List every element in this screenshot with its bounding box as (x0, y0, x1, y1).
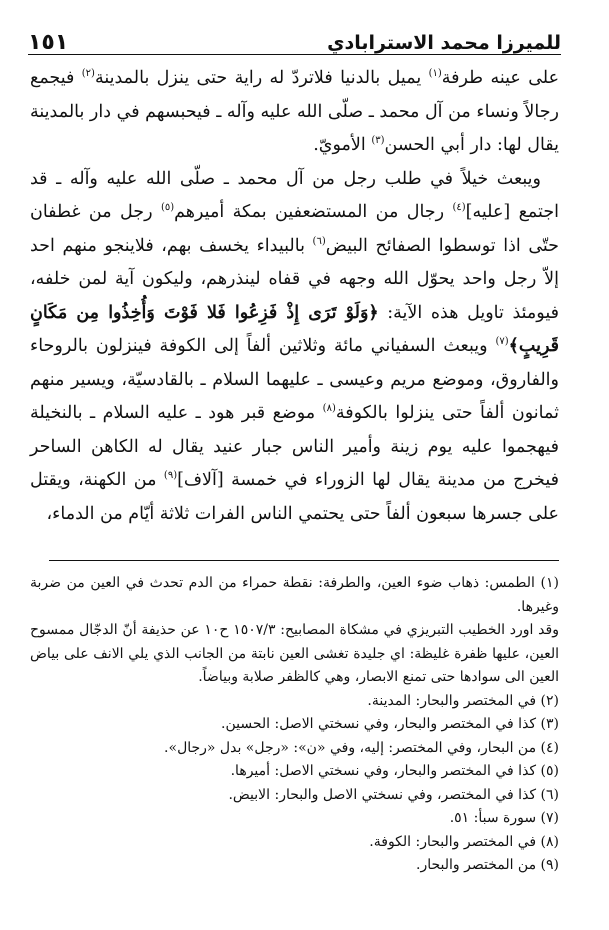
footnote-item: (٨) في المختصر والبحار: الكوفة. (369, 833, 559, 850)
page-header (28, 20, 561, 56)
footnotes (30, 572, 559, 878)
footnote-item: (١) الطمس: ذهاب ضوء العين، والطرفة: نقطة حمراء من الدم تحدث في العين من ضربة وغيرها. (30, 575, 559, 615)
running-head: للميرزا محمد الاسترابادي (327, 32, 561, 54)
text-run: موضع قبر هود ـ عليه السلام ـ بالنخيلة فيهجموا عليه يوم زينة وأمير الناس جبار عنيد يقال له الكاهن الساحر فيخرج من مدينة يقال لها الزوراء في خمسة [آلاف] (30, 403, 559, 490)
footnote-separator (49, 560, 559, 561)
footnote-marker: (٨) (322, 403, 336, 415)
footnote-item: (٣) كذا في المختصر والبحار، وفي نسختي الاصل: الحسين. (221, 716, 559, 732)
footnote-item: (٩) من المختصر والبحار. (416, 857, 559, 873)
footnote-marker: (٢) (81, 68, 95, 80)
paragraph (30, 62, 559, 163)
footnote-item: (٧) سورة سبأ: ٥١. (449, 810, 559, 826)
text-run: الأمويّ. (313, 135, 372, 155)
text-run: رجل من غطفان حتّى اذا توسطوا الصفائح البيض (30, 202, 560, 256)
footnote-item: (٢) في المختصر والبحار: المدينة. (367, 692, 559, 709)
page-number: ١٥١ (28, 30, 69, 55)
footnote-marker: (٣) (371, 135, 385, 147)
footnote-item: (٤) من البحار، وفي المختصر: إليه، وفي «ن»: «رجل» بدل «رجال». (164, 739, 559, 756)
footnote-marker: (٧) (495, 336, 509, 348)
text-run: فيجمع رجالاً ونساء من آل محمد ـ صلّى الله عليه وآله ـ فيحبسهم في دار بالمدينة يقال لها: دار أبي الحسن (30, 68, 559, 155)
footnote-marker: (١) (428, 68, 442, 80)
text-run: يميل بالدنيا فلاتردّ له راية حتى ينزل بالمدينة (94, 68, 429, 88)
quran-verse: ﴿وَلَوْ تَرَى إِذْ فَزِعُوا فَلا فَوْتَ وَأُخِذُوا مِن مَكَانٍ قَرِيبٍ﴾ (30, 302, 559, 356)
text-run: على عينه طرفة (441, 68, 560, 88)
footnote-marker: (٦) (312, 235, 326, 247)
footnote-marker: (٥) (160, 202, 175, 214)
text-run: ويبعث السفياني مائة وثلاثين ألفاً إلى الكوفة فينزلون بالروحاء والفاروق، وموضع مريم وعيسى ـ عليهما السلام ـ بالقادسيّة، ويسير منهم ثمانون ألفاً حتى ينزلوا بالكوفة (30, 336, 559, 423)
footnote-marker: (٤) (452, 202, 466, 214)
text-run: ويبعث خيلاً في طلب رجل من آل محمد ـ صلّى الله عليه وآله ـ قد اجتمع [عليه] (30, 168, 560, 222)
footnote-item: (٦) كذا في المختصر، وفي نسختي الاصل والبحار: الابيض. (228, 786, 559, 803)
text-run: بالبيداء يخسف بهم، فلاينجو منهم احد إلاّ رجل واحد يحوّل الله وجهه في قفاه لينذرهم، وليكون آية لمن خلفه، فيومئذ تاويل هذه الآية: (30, 235, 559, 323)
main-text (30, 62, 559, 531)
text-run: رجال من المستضعفين بمكة أميرهم (174, 202, 453, 222)
text-run: من الكهنة، ويقتل على جسرها سبعون ألفاً حتى يحتمي الناس الفرات ثلاثة أيّام من الدماء، (30, 470, 559, 524)
footnote-marker: (٩) (163, 470, 178, 482)
header-rule (28, 54, 561, 55)
paragraph (30, 163, 559, 532)
footnote-item: وقد اورد الخطيب التبريزي في مشكاة المصابيح: ١٥٠٧/٣ ح١٠ عن حذيفة أنّ الدجّال ممسوح العين، عليها ظفرة غليظة: اي جليدة تغشى العين نابتة من الجانب الذي يلي الانف على بياض العين الى سوادها حتى تمنع الابصار، وهي كالظفر صلابة وبياضاً. (30, 622, 559, 685)
footnote-item: (٥) كذا في المختصر والبحار، وفي نسختي الاصل: أميرها. (230, 763, 559, 779)
